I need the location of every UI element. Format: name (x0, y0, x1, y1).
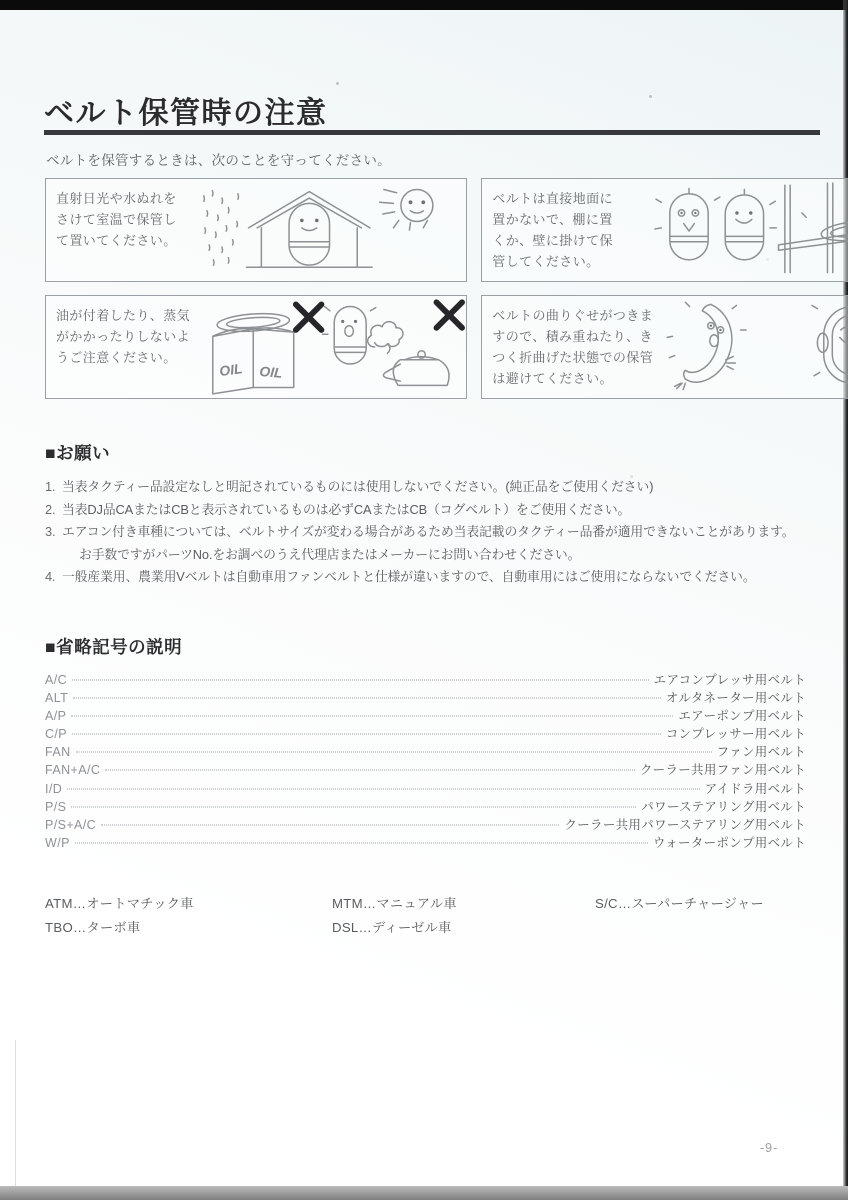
abbreviation-meaning: エアコンプレッサ用ベルト (653, 673, 806, 687)
abbreviation-meaning: ファン用ベルト (716, 745, 806, 760)
vehicle-abbreviation-legend (45, 893, 790, 938)
abbreviation-code: W/P (45, 835, 70, 850)
request-item (45, 499, 835, 522)
page-number: -9- (760, 1141, 779, 1155)
abbreviation-row (45, 760, 806, 778)
scan-speck (649, 95, 652, 98)
request-item-number: 3. (45, 524, 56, 540)
request-item-continuation (45, 544, 835, 567)
vehicle-abbreviation: DSL…ディーゼル車 (332, 920, 452, 935)
abbreviation-row (45, 742, 806, 760)
dotted-leader (73, 698, 660, 699)
vehicle-abbreviation: ATM…オートマチック車 (45, 896, 194, 911)
abbreviation-row (45, 815, 806, 833)
precaution-box-sunlight-water (45, 178, 467, 282)
abbreviation-code: ALT (45, 691, 69, 706)
abbreviation-row (45, 779, 806, 797)
abbreviation-meaning: クーラー共用ファン用ベルト (639, 763, 806, 778)
request-item-text: エアコン付き車種については、ベルトサイズが変わる場合があるため当表記載のタクティー品番が適用できないことがあります。 (62, 524, 795, 540)
vehicle-abbreviation: MTM…マニュアル車 (332, 896, 457, 911)
dotted-leader (71, 806, 636, 807)
paper-edge-line (15, 1040, 16, 1186)
precaution-grid (45, 178, 805, 399)
abbreviation-row (45, 688, 806, 706)
request-section (45, 440, 835, 589)
abbreviation-code: I/D (45, 781, 63, 796)
abbreviation-row (45, 724, 806, 742)
abbreviation-row (45, 706, 806, 724)
abbreviation-meaning: オルタネーター用ベルト (665, 691, 806, 706)
scan-speck (336, 82, 339, 85)
abbreviation-code: A/C (45, 673, 68, 687)
precaution-text: 直射日光や水ぬれをさけて室温で保管して置いてください。 (56, 191, 177, 249)
scan-edge-top (0, 0, 848, 10)
page-title: ベルト保管時の注意 (44, 97, 328, 130)
request-item-text: 当表DJ品CAまたはCBと表示されているものは必ずCAまたはCB（コグベルト）をご使用ください。 (62, 501, 631, 517)
precaution-box-bending (481, 295, 848, 399)
bent-belt-vs-straight-belt-illustration (664, 298, 848, 396)
vehicle-abbreviation: TBO…ターボ車 (45, 920, 141, 935)
abbreviation-meaning: パワーステアリング用ベルト (641, 799, 806, 814)
abbreviation-meaning: ウォーターポンプ用ベルト (652, 835, 806, 850)
abbreviation-code: P/S+A/C (45, 817, 97, 832)
dotted-leader (72, 680, 649, 681)
dotted-leader (67, 788, 700, 789)
dotted-leader (76, 752, 712, 753)
abbreviation-list (45, 670, 806, 851)
request-item-number: 2. (45, 501, 56, 517)
oil-drum-label: OIL (218, 360, 244, 379)
request-item-number: 1. (45, 479, 56, 494)
abbreviation-heading: ■省略記号の説明 (45, 637, 183, 657)
abbreviation-row (45, 670, 806, 688)
request-item (45, 476, 835, 499)
abbreviation-meaning: エアーポンプ用ベルト (678, 709, 806, 724)
request-item (45, 521, 835, 544)
request-heading: ■お願い (45, 443, 111, 463)
dotted-leader (105, 770, 635, 771)
abbreviation-code: P/S (45, 799, 67, 814)
abbreviation-code: FAN+A/C (45, 763, 101, 778)
dotted-leader (72, 734, 661, 735)
title-underline-rule (44, 130, 820, 135)
request-item-text: お手数ですがパーツNo.をお調べのうえ代理店またはメーカーにお問い合わせください。 (79, 546, 581, 562)
request-item-text: 一般産業用、農業用Vベルトは自動車用ファンベルトと仕様が違いますので、自動車用にはご使用にならないでください。 (62, 569, 756, 585)
abbreviation-section (45, 634, 806, 851)
dotted-leader (75, 842, 648, 843)
abbreviation-code: A/P (45, 709, 67, 724)
precaution-text: ベルトは直接地面に置かないで、棚に置くか、壁に掛けて保管してください。 (492, 191, 613, 270)
abbreviation-code: FAN (45, 745, 71, 760)
request-item-text: 当表タクティー品設定なしと明記されているものには使用しないでください。(純正品をご使用ください) (62, 479, 654, 494)
vehicle-abbreviation: S/C…スーパーチャージャー (595, 896, 765, 911)
precaution-box-shelf-wall (481, 178, 848, 282)
house-rain-sun-illustration (180, 181, 466, 279)
request-item (45, 566, 835, 589)
dotted-leader (101, 824, 559, 825)
abbreviation-code: C/P (45, 727, 68, 742)
oil-drums-steam-crossed-illustration (200, 298, 466, 396)
intro-text: ベルトを保管するときは、次のことを守ってください。 (46, 153, 391, 168)
oil-drum-label: OIL (258, 362, 284, 381)
precaution-box-oil-steam (45, 295, 467, 399)
abbreviation-meaning: アイドラ用ベルト (704, 781, 806, 796)
abbreviation-meaning: クーラー共用パワーステアリング用ベルト (564, 817, 806, 832)
request-item-number: 4. (45, 569, 56, 585)
abbreviation-row (45, 833, 806, 851)
belts-on-wall-shelf-illustration (616, 181, 848, 279)
precaution-text: 油が付着したり、蒸気がかかったりしないようご注意ください。 (56, 308, 191, 366)
abbreviation-meaning: コンプレッサー用ベルト (665, 727, 806, 742)
dotted-leader (71, 716, 673, 717)
abbreviation-row (45, 797, 806, 815)
scan-edge-bottom (0, 1186, 848, 1200)
precaution-text: ベルトの曲りぐせがつきますので、積み重ねたり、きつく折曲げた状態での保管は避けてください。 (492, 308, 654, 387)
